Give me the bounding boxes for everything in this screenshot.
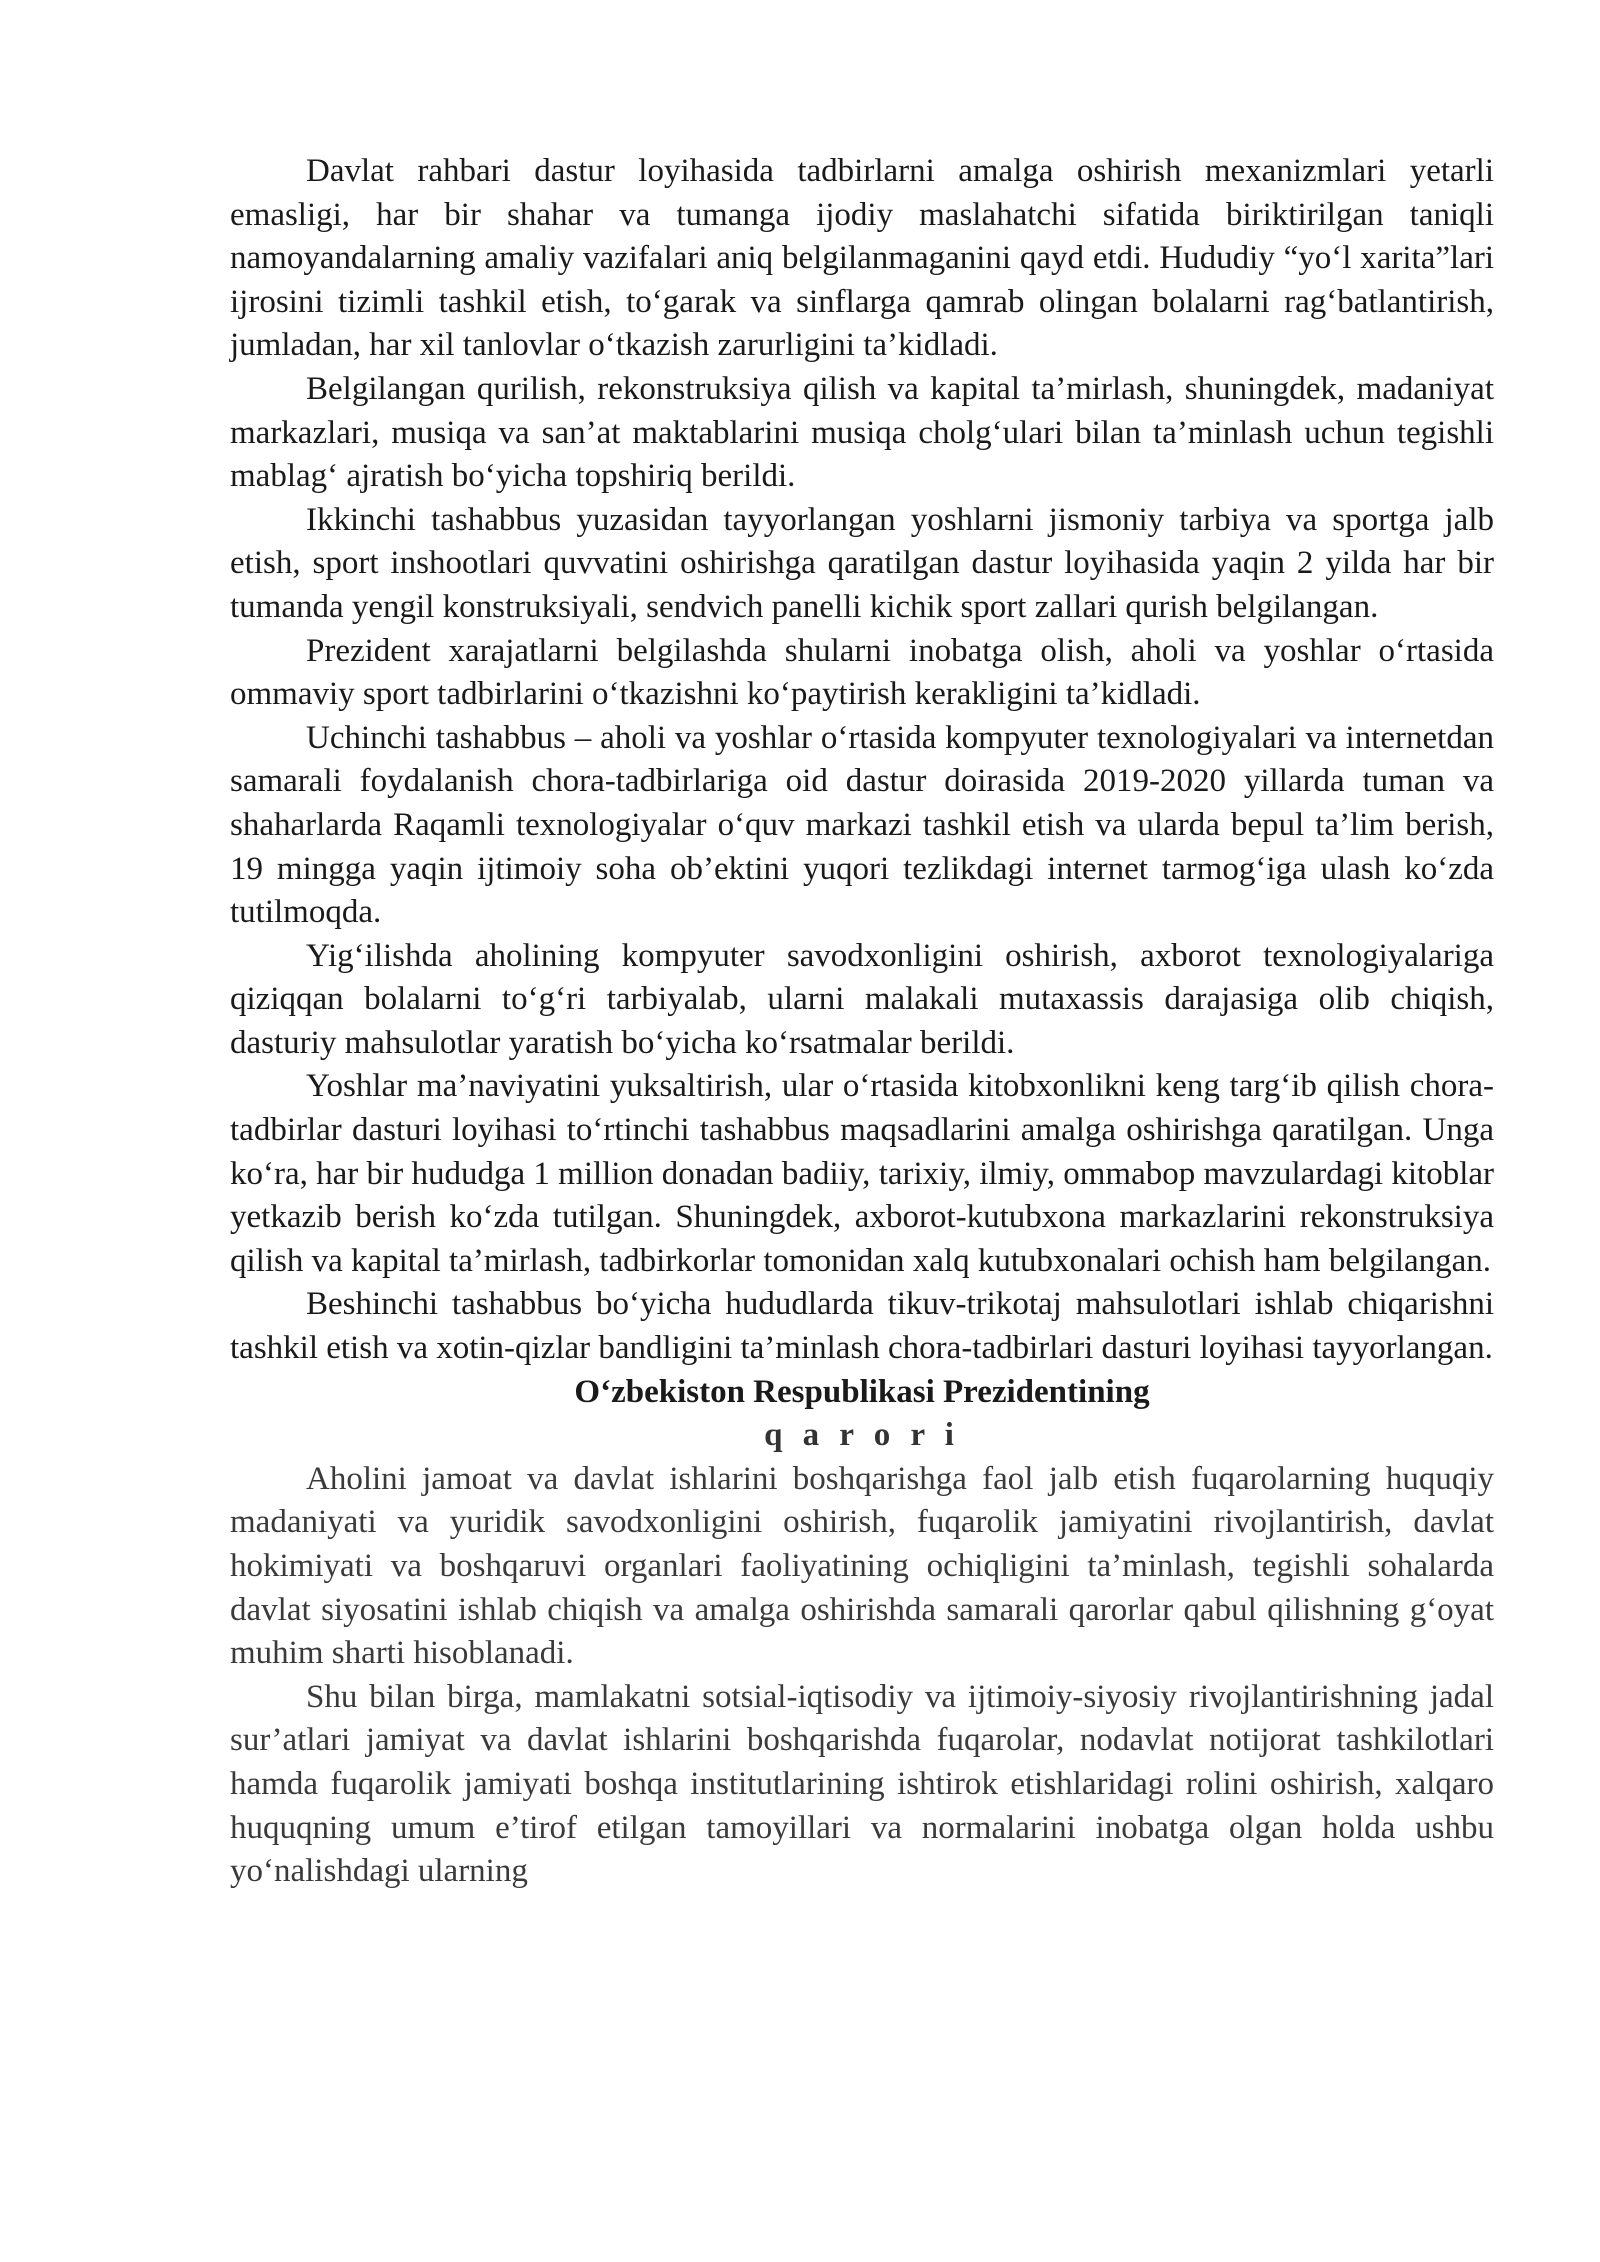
paragraph: Prezident xarajatlarni belgilashda shularni inobatga olish, aholi va yoshlar o‘rtasida ommaviy sport tadbirlarini o‘tkazishni ko‘paytirish kerakligini ta’kidladi.: [230, 632, 1494, 713]
paragraph: Ikkinchi tashabbus yuzasidan tayyorlangan yoshlarni jismoniy tarbiya va sportga jalb etish, sport inshootlari quvvatini oshirishga qaratilgan dastur loyihasida yaqin 2 yilda har bir tumanda yengil konstruksiyali, sendvich panelli kichik sport zallari qurish belgilangan.: [230, 501, 1494, 625]
paragraph: Yoshlar ma’naviyatini yuksaltirish, ular o‘rtasida kitobxonlikni keng targ‘ib qilish chora-tadbirlar dasturi loyihasi to‘rtinchi tashabbus maqsadlarini amalga oshirishga qaratilgan. Unga ko‘ra, har bir hududga 1 million donadan badiiy, tarixiy, ilmiy, ommabop mavzulardagi kitoblar yetkazib berish ko‘zda tutilgan. Shuningdek, axborot-kutubxona markazlarini rekonstruksiya qilish va kapital ta’mirlash, tadbirkorlar tomonidan xalq kutubxonalari ochish ham belgilangan.: [230, 1068, 1494, 1279]
paragraph: Shu bilan birga, mamlakatni sotsial-iqtisodiy va ijtimoiy-siyosiy rivojlantirishning jadal sur’atlari jamiyat va davlat ishlarini boshqarishda fuqarolar, nodavlat notijorat tashkilotlari hamda fuqarolik jamiyati boshqa institutlarining ishtirok etishlaridagi rolini oshirish, xalqaro huquqning umum e’tirof etilgan tamoyillari va normalarini inobatga olgan holda ushbu yo‘nalishdagi ularning: [230, 1678, 1494, 1890]
decree-heading-subtitle: q a r o r i: [764, 1417, 960, 1454]
decree-heading-title: O‘zbekiston Respublikasi Prezidentining: [574, 1373, 1150, 1410]
document-page: [230, 150, 1494, 1894]
paragraph: Aholini jamoat va davlat ishlarini boshqarishga faol jalb etish fuqarolarning huquqiy madaniyati va yuridik savodxonligini oshirish, fuqarolik jamiyatini rivojlantirish, davlat hokimiyati va boshqaruvi organlari faoliyatining ochiqligini ta’minlash, tegishli sohalarda davlat siyosatini ishlab chiqish va amalga oshirishda samarali qarorlar qabul qilishning g‘oyat muhim sharti hisoblanadi.: [230, 1460, 1494, 1672]
paragraph: Uchinchi tashabbus – aholi va yoshlar o‘rtasida kompyuter texnologiyalari va internetdan samarali foydalanish chora-tadbirlariga oid dastur doirasida 2019-2020 yillarda tuman va shaharlarda Raqamli texnologiyalar o‘quv markazi tashkil etish va ularda bepul ta’lim berish, 19 mingga yaqin ijtimoiy soha ob’ektini yuqori tezlikdagi internet tarmog‘iga ulash ko‘zda tutilmoqda.: [230, 719, 1494, 931]
paragraph: Davlat rahbari dastur loyihasida tadbirlarni amalga oshirish mexanizmlari yetarli emasligi, har bir shahar va tumanga ijodiy maslahatchi sifatida biriktirilgan taniqli namoyandalarning amaliy vazifalari aniq belgilanmaganini qayd etdi. Hududiy “yo‘l xarita”lari ijrosini tizimli tashkil etish, to‘garak va sinflarga qamrab olingan bolalarni rag‘batlantirish, jumladan, har xil tanlovlar o‘tkazish zarurligini ta’kidladi.: [230, 153, 1494, 364]
paragraph: Beshinchi tashabbus bo‘yicha hududlarda tikuv-trikotaj mahsulotlari ishlab chiqarishni tashkil etish va xotin-qizlar bandligini ta’minlash chora-tadbirlari dasturi loyihasi tayyorlangan.: [230, 1286, 1494, 1367]
paragraph: Yig‘ilishda aholining kompyuter savodxonligini oshirish, axborot texnologiyalariga qiziqqan bolalarni to‘g‘ri tarbiyalab, ularni malakali mutaxassis darajasiga olib chiqish, dasturiy mahsulotlar yaratish bo‘yicha ko‘rsatmalar berildi.: [230, 937, 1494, 1061]
paragraph: Belgilangan qurilish, rekonstruksiya qilish va kapital ta’mirlash, shuningdek, madaniyat markazlari, musiqa va san’at maktablarini musiqa cholg‘ulari bilan ta’minlash uchun tegishli mablag‘ ajratish bo‘yicha topshiriq berildi.: [230, 370, 1494, 495]
